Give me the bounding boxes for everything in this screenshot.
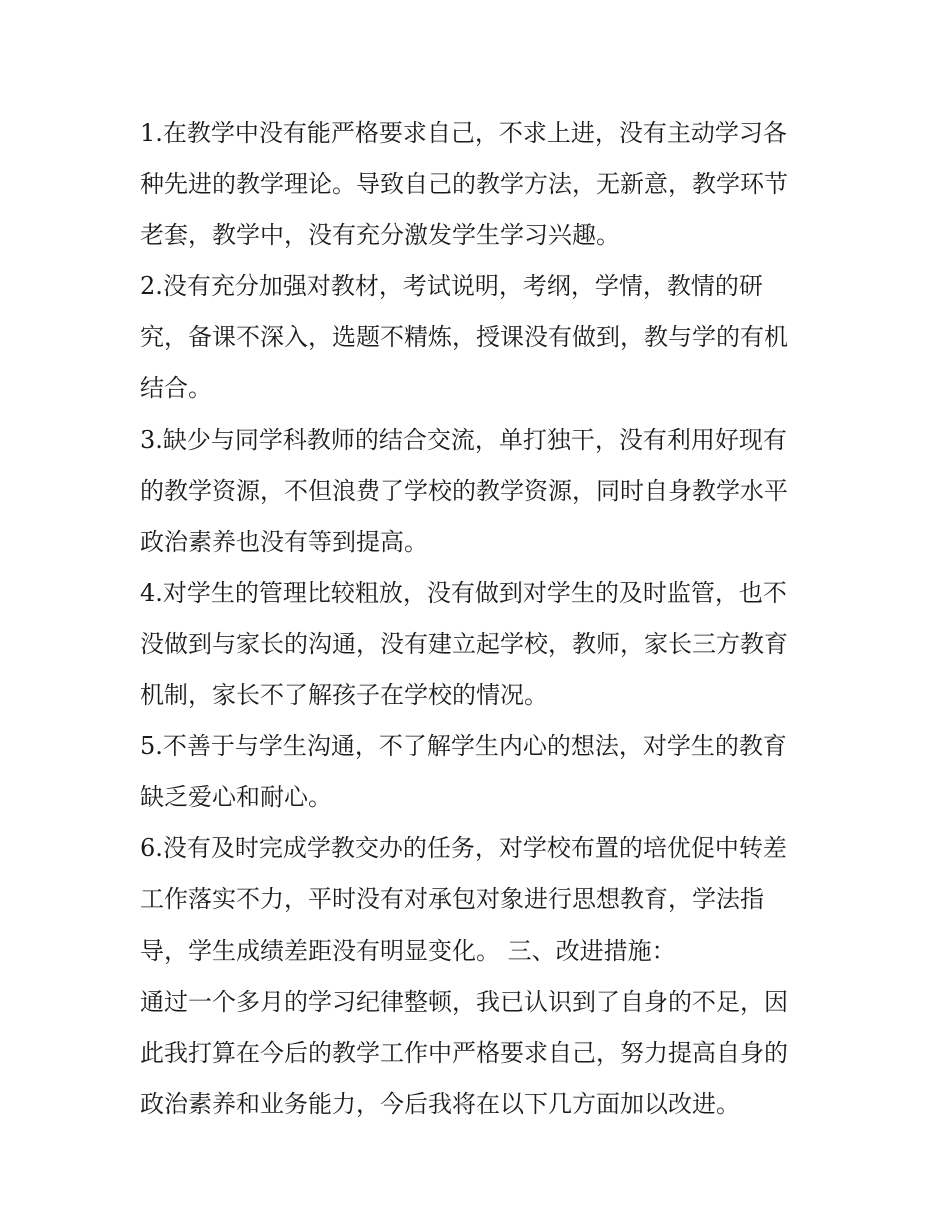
text-line: 政治素养和业务能力，今后我将在以下几方面加以改进。 (140, 1089, 740, 1118)
text-line: 结合。 (140, 374, 212, 403)
text-line: 缺乏爱心和耐心。 (140, 783, 332, 812)
text-line: 机制，家长不了解孩子在学校的情况。 (140, 681, 548, 710)
text-line: 3.缺少与同学科教师的结合交流，单打独干，没有利用好现有 (140, 425, 787, 454)
text-line: 4.对学生的管理比较粗放，没有做到对学生的及时监管，也不 (140, 578, 787, 607)
text-line: 没做到与家长的沟通，没有建立起学校，教师，家长三方教育 (140, 629, 788, 658)
document-body (140, 108, 820, 1130)
text-line: 1.在教学中没有能严格要求自己，不求上进，没有主动学习各 (140, 119, 787, 147)
text-line: 老套，教学中，没有充分激发学生学习兴趣。 (140, 221, 620, 250)
text-line: 2.没有充分加强对教材，考试说明，考纲，学情，教情的研 (140, 272, 763, 301)
text-line: 究，备课不深入，选题不精炼，授课没有做到，教与学的有机 (140, 323, 788, 352)
text-line: 6.没有及时完成学教交办的任务，对学校布置的培优促中转差 (140, 834, 787, 863)
text-line: 的教学资源，不但浪费了学校的教学资源，同时自身教学水平 (140, 476, 788, 505)
text-line: 导，学生成绩差距没有明显变化。 三、改进措施： (140, 936, 676, 965)
text-line: 政治素养也没有等到提高。 (140, 527, 428, 556)
text-line: 种先进的教学理论。导致自己的教学方法，无新意，教学环节 (140, 170, 788, 199)
text-line: 5.不善于与学生沟通，不了解学生内心的想法，对学生的教育 (140, 732, 787, 761)
text-line: 工作落实不力，平时没有对承包对象进行思想教育，学法指 (140, 885, 764, 914)
text-line: 通过一个多月的学习纪律整顿，我已认识到了自身的不足，因 (140, 987, 788, 1016)
text-line: 此我打算在今后的教学工作中严格要求自己，努力提高自身的 (140, 1038, 788, 1067)
